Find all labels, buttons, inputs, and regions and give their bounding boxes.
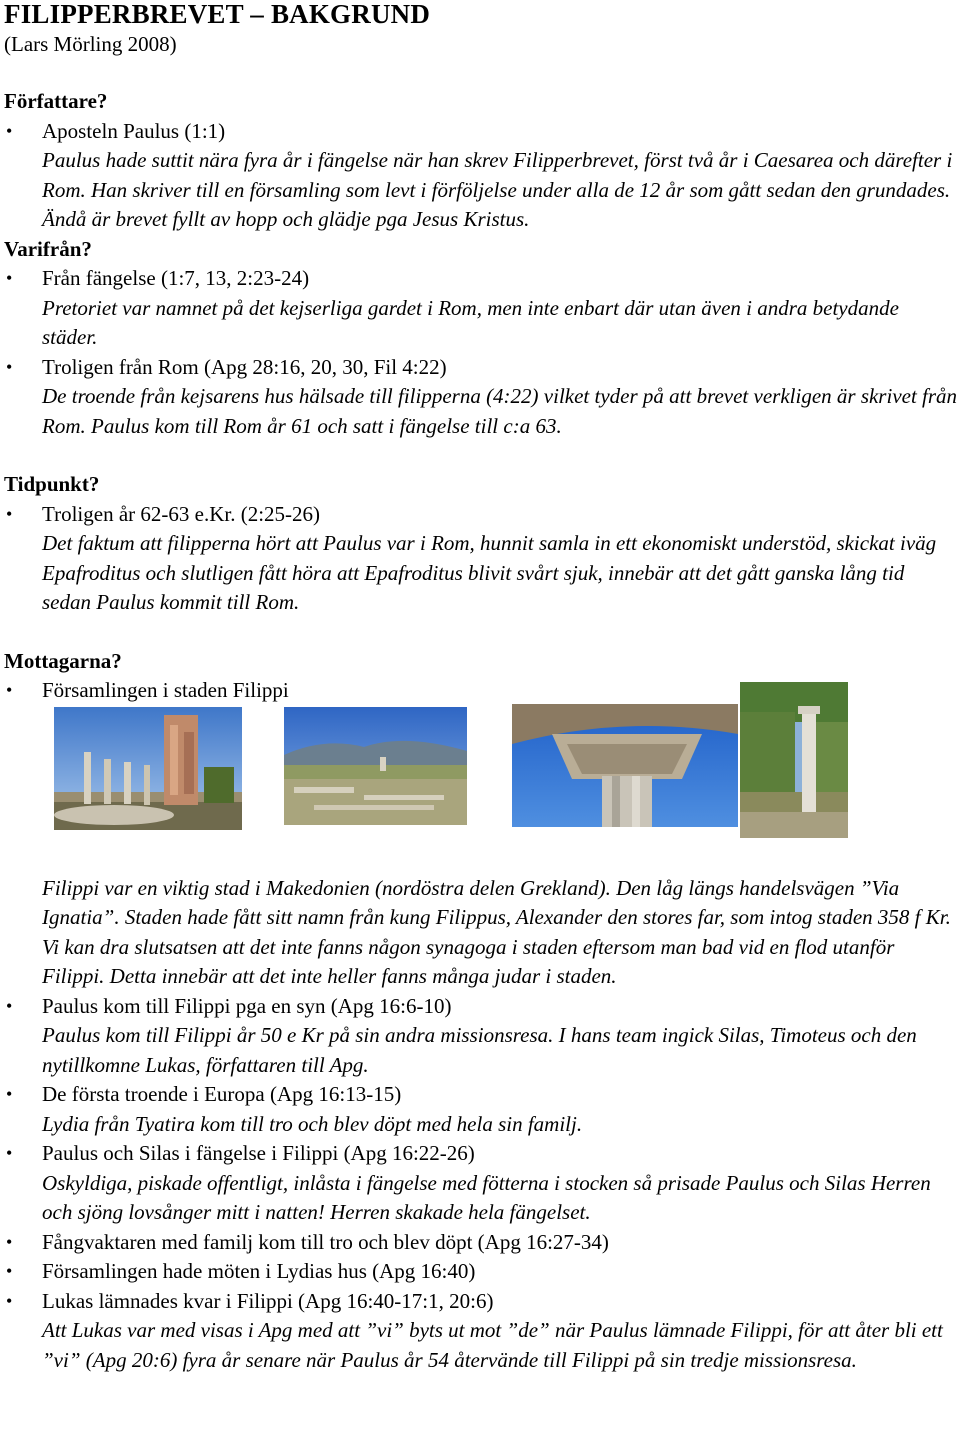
item-italic: Oskyldiga, piskade offentligt, inlåsta i fängelse med fötterna i stocken så prisade Paulus och Silas Herren och sjöng lovsånger mitt i natten! Herren skakade hela fängelset.: [42, 1170, 931, 1224]
spacer: [4, 58, 958, 87]
bullet-icon: •: [6, 1290, 13, 1311]
bullet-icon: •: [6, 503, 13, 524]
document-page: [4, 0, 958, 1375]
bullet-icon: •: [6, 1143, 13, 1163]
heading-recipients: Mottagarna?: [4, 648, 122, 673]
heading-origin: Varifrån?: [4, 236, 92, 261]
bullet-icon: •: [6, 995, 13, 1016]
item-italic: Lydia från Tyatira kom till tro och blev döpt med hela sin familj.: [42, 1111, 583, 1136]
item-italic: Paulus kom till Filippi år 50 e Kr på sin andra missionsresa. I hans team ingick Silas, Timoteus och den nytillkomne Lukas, författaren till Apg.: [42, 1023, 917, 1077]
item-text: De första troende i Europa (Apg 16:13-15): [42, 1082, 402, 1106]
bullet-icon: •: [6, 1261, 13, 1281]
archaeological-site-panorama-photo: [284, 707, 467, 825]
list-item: [4, 353, 958, 442]
list-item: [4, 1080, 958, 1139]
item-text: Lukas lämnades kvar i Filippi (Apg 16:40-17:1, 20:6): [42, 1288, 494, 1313]
list-item: [4, 1287, 958, 1376]
ruins-columns-photo: [54, 707, 242, 830]
item-text: Aposteln Paulus (1:1): [42, 118, 226, 143]
item-italic: Paulus hade suttit nära fyra år i fängelse när han skrev Filipperbrevet, först två år i Caesarea och därefter i Rom. Han skriver till en församling som levt i förföljelse under alla de 12 år som gått sedan den grundades. Ändå är brevet fyllt av hopp och glädje pga Jesus Kristus.: [42, 148, 953, 231]
spacer: [4, 441, 958, 470]
list-item: [4, 264, 958, 353]
bullet-icon: •: [6, 680, 13, 700]
list-item: [4, 500, 958, 618]
item-italic: Det faktum att filipperna hört att Paulus var i Rom, hunnit samla in ett ekonomiskt understöd, skickat iväg Epafroditus och slutligen fått höra att Epafroditus blivit svårt sjuk, innebär att det gått ganska lång tid sedan Paulus kommit till Rom.: [42, 531, 937, 614]
single-column-photo: [740, 682, 848, 838]
list-item: [4, 1257, 958, 1287]
item-text: Paulus och Silas i fängelse i Filippi (Apg 16:22-26): [42, 1141, 475, 1165]
item-text: Från fängelse (1:7, 13, 2:23-24): [42, 266, 310, 290]
item-text: Paulus kom till Filippi pga en syn (Apg 16:6-10): [42, 993, 452, 1018]
item-text: Fångvaktaren med familj kom till tro och blev döpt (Apg 16:27-34): [42, 1229, 609, 1254]
bullet-icon: •: [6, 1231, 13, 1252]
item-text: Församlingen hade möten i Lydias hus (Apg 16:40): [42, 1259, 476, 1283]
bullet-icon: •: [6, 120, 13, 141]
item-italic: Pretoriet var namnet på det kejserliga gardet i Rom, men inte enbart där utan även i andra betydande städer.: [42, 295, 899, 349]
heading-time: Tidpunkt?: [4, 472, 100, 496]
heading-author: Författare?: [4, 89, 108, 113]
item-italic: Filippi var en viktig stad i Makedonien (nordöstra delen Grekland). Den låg längs handelsvägen ”Via Ignatia”. Staden hade fått sitt namn från kung Filippus, Alexander den stores far, som intog staden 358 f Kr. Vi kan dra slutsatsen att det inte fanns någon synagoga i staden eftersom man bad vid en flod utanför Filippi. Detta innebär att det inte heller fanns många judar i staden.: [42, 875, 951, 988]
column-capital-photo: [512, 704, 738, 827]
list-item: [4, 1139, 958, 1228]
bullet-icon: •: [6, 1084, 13, 1104]
document-title: FILIPPERBREVET – BAKGRUND: [4, 0, 431, 29]
bullet-icon: •: [6, 268, 13, 288]
item-italic: De troende från kejsarens hus hälsade till filipperna (4:22) vilket tyder på att brevet verkligen är skrivet från Rom. Paulus kom till Rom år 61 och satt i fängelse till c:a 63.: [42, 384, 958, 438]
spacer: [4, 618, 958, 647]
item-italic: Att Lukas var med visas i Apg med att ”vi” byts ut mot ”de” när Paulus lämnade Filippi, för att åter bli ett ”vi” (Apg 20:6) fyra år senare när Paulus år 54 återvände till Filippi på sin tredje missionsresa.: [42, 1318, 943, 1372]
list-item: [4, 117, 958, 235]
photo-strip: [42, 706, 958, 870]
list-item: [4, 676, 958, 992]
document-subtitle: (Lars Mörling 2008): [4, 32, 177, 56]
bullet-icon: •: [6, 356, 13, 377]
item-text: Troligen år 62-63 e.Kr. (2:25-26): [42, 501, 321, 526]
item-text: Troligen från Rom (Apg 28:16, 20, 30, Fil 4:22): [42, 354, 447, 379]
list-item: [4, 1228, 958, 1258]
list-item: [4, 992, 958, 1081]
item-text: Församlingen i staden Filippi: [42, 678, 289, 702]
